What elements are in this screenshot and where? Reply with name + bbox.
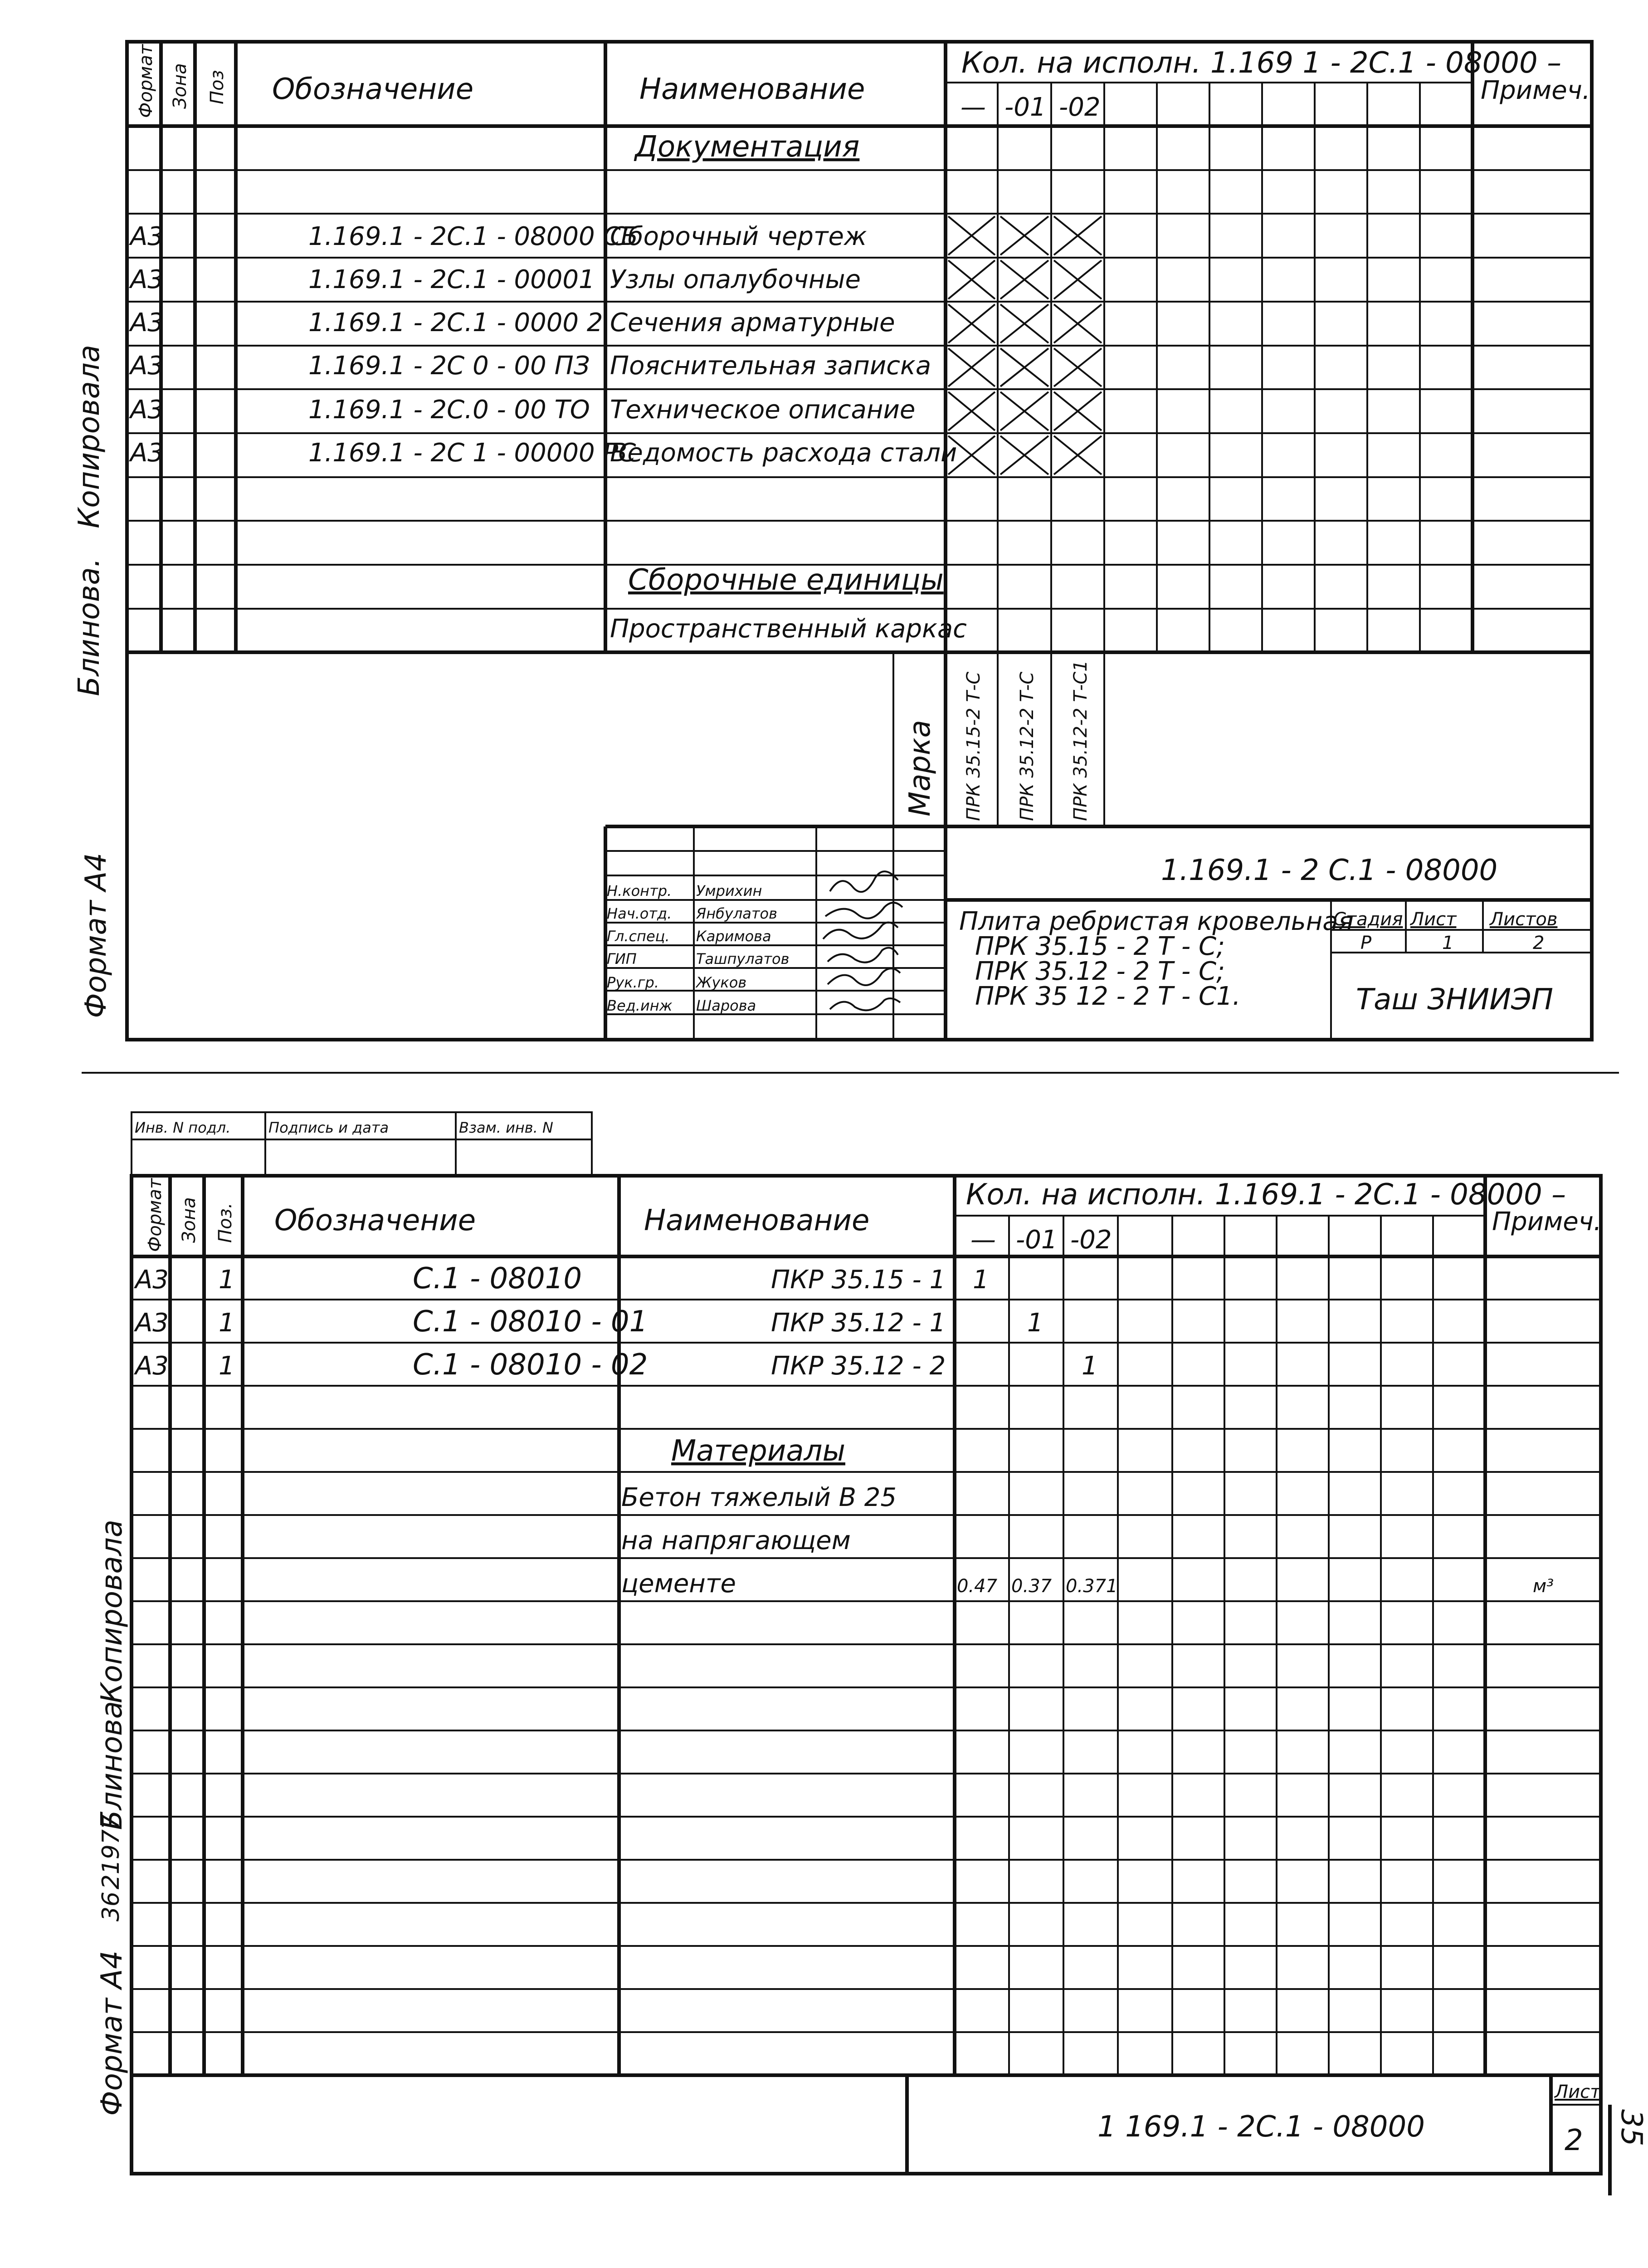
s1-sheets-label: Листов (1490, 909, 1558, 930)
item-qty: 1 (1027, 1308, 1043, 1338)
s2-sheet-label: Лист (1555, 2082, 1601, 2102)
item-designation: С.1 - 08010 - 02 (413, 1348, 648, 1382)
sheet2-items (134, 1262, 1554, 1598)
stamp-role: Н.контр. (607, 882, 672, 899)
sheet1-stamp (607, 854, 1557, 1017)
doc-row (129, 265, 861, 294)
s1-org: Таш ЗНИИЭП (1356, 983, 1553, 1017)
doc-name: Узлы опалубочные (610, 265, 861, 294)
s1-mark-2: ПРК 35.12-2 Т-С1 (1070, 660, 1091, 821)
s2-hdr-var-1: -01 (1016, 1225, 1058, 1255)
s1-sheet-label: Лист (1410, 909, 1457, 930)
s2-hdr-pos: Поз. (215, 1202, 236, 1243)
doc-designation: 1.169.1 - 2С.0 - 00 ТО (308, 395, 590, 425)
material-line: Бетон тяжелый В 25 (621, 1483, 897, 1512)
inv-hdr: Подпись и дата (268, 1119, 389, 1136)
item-name: ПКР 35.12 - 2 (771, 1351, 946, 1381)
side-order2: 36 (98, 1892, 125, 1922)
concrete-qty: 0.371 (1066, 1576, 1118, 1597)
doc-format: А3 (130, 222, 164, 251)
doc-format: А3 (130, 265, 164, 294)
s1-hdr-note: Примеч. (1481, 76, 1590, 105)
table-row (134, 1305, 1043, 1339)
stamp-person: Умрихин (696, 882, 762, 899)
side-format-2: Формат А4 (95, 1950, 129, 2116)
s2-hdr-designation: Обозначение (274, 1204, 476, 1237)
side-copied-2: Копировала (95, 1520, 129, 1703)
side-copied-1: Копировала (73, 345, 106, 528)
stamp-person: Жуков (696, 974, 747, 991)
s1-title-line: Плита ребристая кровельная (959, 907, 1354, 936)
s1-stamp-code: 1.169.1 - 2 С.1 - 08000 (1161, 854, 1498, 887)
s1-hdr-var-2: -02 (1059, 93, 1101, 122)
s2-sheet: 2 (1565, 2124, 1583, 2157)
item-designation: С.1 - 08010 (413, 1262, 582, 1295)
s1-hdr-var-0: — (961, 93, 986, 122)
item-pos: 1 (219, 1351, 235, 1381)
s1-hdr-zone: Зона (170, 63, 190, 109)
s1-mark-0: ПРК 35.15-2 Т-С (963, 671, 984, 821)
s2-hdr-zone: Зона (179, 1197, 200, 1243)
doc-format: А3 (130, 351, 164, 381)
s2-hdr-note: Примеч. (1492, 1207, 1602, 1237)
stamp-person: Шарова (696, 997, 756, 1014)
doc-name: Сборочный чертеж (610, 222, 867, 251)
s1-hdr-qty: Кол. на исполн. 1.169 1 - 2С.1 - 08000 – (961, 46, 1562, 80)
stamp-role: Нач.отд. (607, 905, 672, 922)
page-number: 35 (1614, 2109, 1648, 2146)
doc-designation: 1.169.1 - 2С 0 - 00 ПЗ (308, 351, 590, 381)
item-name: ПКР 35.15 - 1 (771, 1265, 946, 1295)
inv-hdr: Взам. инв. N (459, 1119, 553, 1136)
doc-row (129, 351, 931, 381)
item-qty: 1 (973, 1265, 989, 1295)
item-pos: 1 (219, 1308, 235, 1338)
doc-name: Техническое описание (610, 395, 916, 425)
s2-stamp-code: 1 169.1 - 2С.1 - 08000 (1097, 2110, 1425, 2144)
side-name-2: Блинова (95, 1701, 129, 1830)
signature-scribbles (823, 871, 902, 1010)
side-order: 21977 (98, 1814, 125, 1890)
s1-units-line: Пространственный каркас (610, 614, 967, 644)
s1-section-units: Сборочные единицы (628, 563, 944, 597)
doc-row (129, 222, 867, 251)
s2-hdr-format: Формат (145, 1178, 166, 1252)
s1-section-docs: Документация (635, 130, 860, 164)
item-name: ПКР 35.12 - 1 (771, 1308, 946, 1338)
sheet1-header (136, 44, 1590, 164)
s1-hdr-var-1: -01 (1004, 93, 1046, 122)
stamp-role: Вед.инж (607, 997, 673, 1014)
doc-row (129, 395, 915, 425)
s1-hdr-name: Наименование (639, 73, 865, 106)
inv-hdr: Инв. N подл. (135, 1119, 231, 1136)
s1-marka-label: Марка (903, 720, 937, 816)
s2-hdr-qty: Кол. на исполн. 1.169.1 - 2С.1 - 08000 – (966, 1178, 1566, 1212)
s2-hdr-var-2: -02 (1070, 1225, 1112, 1255)
sheet1-units (610, 563, 1091, 821)
doc-format: А3 (130, 395, 164, 425)
item-format: А3 (135, 1351, 169, 1381)
doc-designation: 1.169.1 - 2С.1 - 00001 (308, 265, 595, 294)
side-format-1: Формат А4 (79, 853, 113, 1018)
concrete-qty: 0.47 (957, 1576, 998, 1597)
sheet2-stamp (1097, 2082, 1601, 2157)
s2-section-materials: Материалы (671, 1434, 845, 1468)
stamp-role: ГИП (607, 950, 637, 968)
doc-designation: 1.169.1 - 2С.1 - 08000 СБ (308, 222, 638, 251)
doc-designation: 1.169.1 - 2С 1 - 00000 РС (308, 438, 636, 468)
doc-format: А3 (130, 308, 164, 337)
item-pos: 1 (219, 1265, 235, 1295)
doc-designation: 1.169.1 - 2С.1 - 0000 2 (308, 308, 603, 337)
item-qty: 1 (1082, 1351, 1098, 1381)
material-line: цементе (621, 1569, 736, 1598)
sheet1-frame (127, 42, 1592, 1040)
item-format: А3 (135, 1265, 169, 1295)
doc-name: Пояснительная записка (610, 351, 931, 381)
s2-hdr-name: Наименование (644, 1204, 870, 1237)
s1-title-line: ПРК 35 12 - 2 Т - С1. (975, 982, 1241, 1011)
material-line: на напрягающем (621, 1526, 851, 1555)
doc-name: Ведомость расхода стали (610, 438, 957, 468)
side-name-1: Блинова. (73, 558, 106, 696)
s1-hdr-designation: Обозначение (272, 73, 474, 106)
s1-sheet: 1 (1442, 933, 1454, 953)
unit-label: м³ (1533, 1576, 1554, 1597)
stamp-person: Янбулатов (696, 905, 777, 922)
s1-sheets: 2 (1533, 933, 1545, 953)
item-designation: С.1 - 08010 - 01 (413, 1305, 648, 1339)
s1-hdr-pos: Поз (207, 70, 228, 104)
s1-mark-1: ПРК 35.12-2 Т-С (1017, 671, 1038, 821)
sheet-1 (127, 42, 1592, 1040)
stamp-person: Ташпулатов (696, 950, 790, 968)
doc-row (129, 438, 957, 468)
concrete-qty: 0.37 (1011, 1576, 1052, 1597)
s1-title-line: ПРК 35.12 - 2 Т - С; (975, 957, 1225, 986)
s1-stage: Р (1360, 933, 1372, 953)
doc-row (129, 308, 895, 337)
doc-format: А3 (130, 438, 164, 468)
stamp-role: Гл.спец. (607, 928, 670, 945)
s2-hdr-var-0: — (970, 1225, 996, 1255)
doc-name: Сечения арматурные (610, 308, 895, 337)
stamp-role: Рук.гр. (607, 974, 659, 991)
s1-stage-label: Стадия (1333, 909, 1403, 930)
table-row (134, 1262, 989, 1295)
sheet2-inventory (135, 1119, 553, 1136)
s1-hdr-format: Формат (136, 44, 156, 118)
item-format: А3 (135, 1308, 169, 1338)
s1-title-line: ПРК 35.15 - 2 Т - С; (975, 932, 1225, 961)
stamp-person: Каримова (696, 928, 771, 945)
